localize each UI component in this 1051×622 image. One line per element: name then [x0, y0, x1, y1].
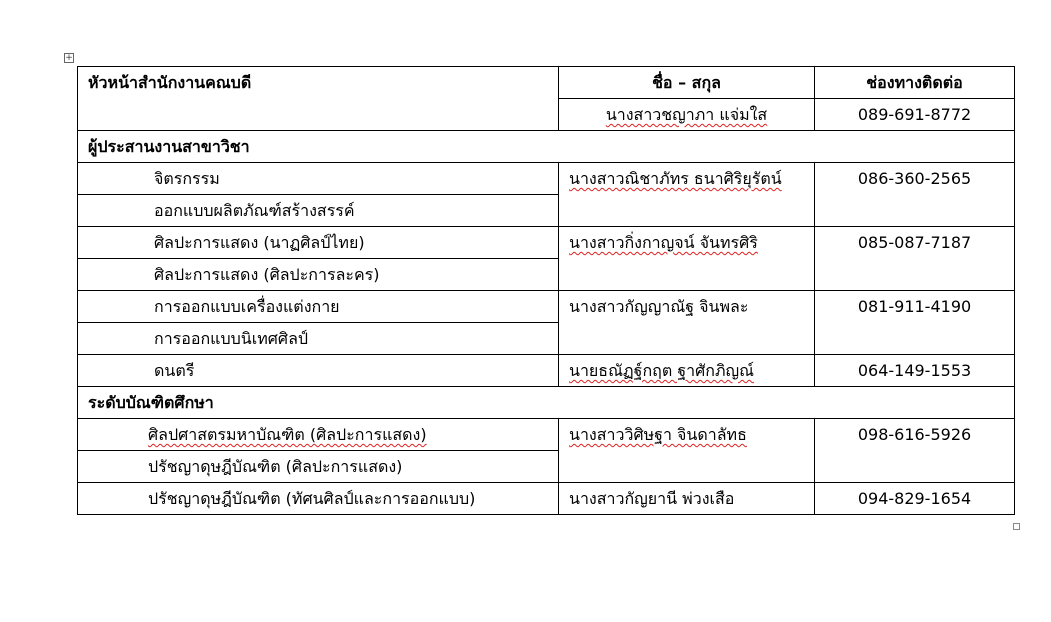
contact-table [77, 66, 1015, 515]
coordinator-phone: 085-087-7187 [815, 227, 1015, 291]
program-cell: จิตรกรรม [78, 163, 559, 195]
table-row [78, 163, 1015, 195]
program-cell: ปรัชญาดุษฎีบัณฑิต (ทัศนศิลป์และการออกแบบ) [78, 483, 559, 515]
table-row [78, 67, 1015, 99]
coordinators-section-heading: ผู้ประสานงานสาขาวิชา [78, 131, 1015, 163]
contact-column-header: ช่องทางติดต่อ [815, 67, 1015, 99]
coordinator-name [559, 227, 815, 291]
table-row [78, 355, 1015, 387]
coordinator-phone: 064-149-1553 [815, 355, 1015, 387]
office-head-name [559, 99, 815, 131]
coordinator-phone: 098-616-5926 [815, 419, 1015, 483]
table-row [78, 419, 1015, 451]
coordinator-name [559, 163, 815, 227]
program-cell: ศิลปะการแสดง (นาฏศิลป์ไทย) [78, 227, 559, 259]
program-cell: ปรัชญาดุษฎีบัณฑิต (ศิลปะการแสดง) [78, 451, 559, 483]
table-row [78, 291, 1015, 323]
program-cell: ศิลปะการแสดง (ศิลปะการละคร) [78, 259, 559, 291]
table-row [78, 483, 1015, 515]
program-cell: การออกแบบเครื่องแต่งกาย [78, 291, 559, 323]
office-head-heading: หัวหน้าสำนักงานคณบดี [78, 67, 559, 131]
table-row [78, 131, 1015, 163]
coordinator-name-text: นางสาววิศิษฐา จินดาลัทธ [569, 425, 747, 444]
table-resize-handle[interactable] [1013, 523, 1020, 530]
coordinator-name [559, 419, 815, 483]
office-head-name-text: นางสาวชญาภา แจ่มใส [605, 105, 768, 124]
program-cell [78, 419, 559, 451]
name-column-header: ชื่อ – สกุล [559, 67, 815, 99]
table-move-handle[interactable]: + [65, 53, 73, 63]
graduate-section-heading: ระดับบัณฑิตศึกษา [78, 387, 1015, 419]
office-head-phone: 089-691-8772 [815, 99, 1015, 131]
coordinator-name: นางสาวกัญญาณัฐ จินพละ [559, 291, 815, 355]
program-cell: ดนตรี [78, 355, 559, 387]
coordinator-phone: 086-360-2565 [815, 163, 1015, 227]
coordinator-name-text: นางสาวณิชาภัทร ธนาศิริยุรัตน์ [569, 169, 782, 188]
program-text: ศิลปศาสตรมหาบัณฑิต (ศิลปะการแสดง) [148, 425, 427, 444]
coordinator-name: นางสาวกัญยานี พ่วงเสือ [559, 483, 815, 515]
table-row [78, 227, 1015, 259]
coordinator-phone: 081-911-4190 [815, 291, 1015, 355]
coordinator-name [559, 355, 815, 387]
program-cell: ออกแบบผลิตภัณฑ์สร้างสรรค์ [78, 195, 559, 227]
coordinator-phone: 094-829-1654 [815, 483, 1015, 515]
table-row [78, 387, 1015, 419]
program-cell: การออกแบบนิเทศศิลป์ [78, 323, 559, 355]
coordinator-name-text: นายธณัฏฐ์กฤต ฐาศักภิญณ์ [569, 361, 755, 380]
coordinator-name-text: นางสาวกิ่งกาญจน์ จันทรศิริ [569, 233, 758, 252]
